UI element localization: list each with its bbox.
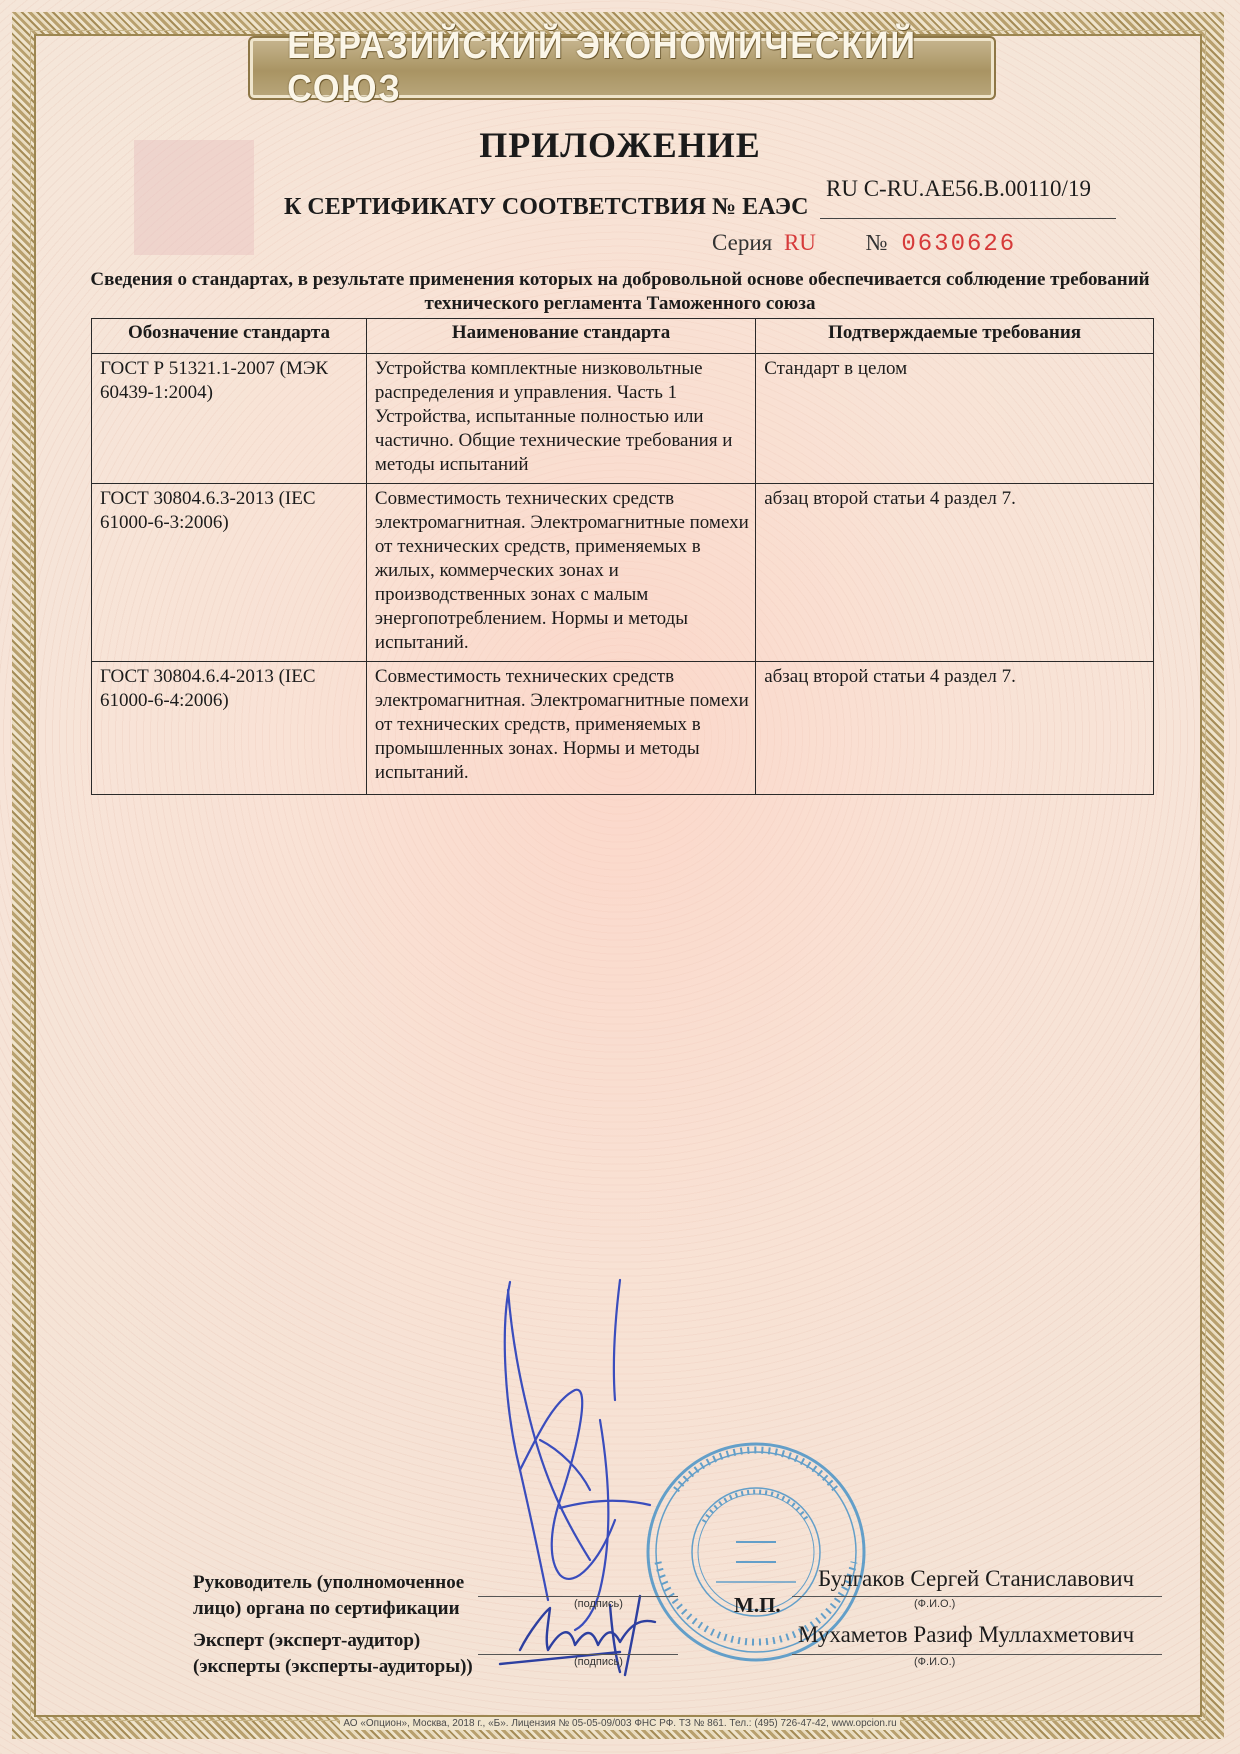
number-label: № [865, 230, 888, 255]
cell-requirements: абзац второй статьи 4 раздел 7. [756, 662, 1154, 795]
signature-caption: (подпись) [574, 1656, 623, 1668]
blank-number: 0630626 [901, 231, 1017, 258]
series-value: RU [783, 230, 816, 255]
cell-name: Устройства комплектные низковольтные распределения и управления. Часть 1 Устройства, испытанные полностью или частично. Общие технические требования и методы испытаний [366, 354, 755, 484]
head-signature [505, 1280, 650, 1630]
head-label-line2: лицо) органа по сертификации [193, 1598, 460, 1619]
head-name-line [792, 1596, 1162, 1597]
head-name: Булгаков Сергей Станиславович [818, 1566, 1135, 1591]
expert-name-line [792, 1654, 1162, 1655]
certificate-number: RU C-RU.AE56.B.00110/19 [826, 176, 1091, 201]
head-label [193, 1570, 464, 1622]
expert-label [193, 1628, 473, 1680]
series-label: Серия [712, 230, 773, 255]
seal-label: М.П. [734, 1593, 781, 1617]
column-header-designation: Обозначение стандарта [92, 319, 367, 354]
cell-name: Совместимость технических средств электромагнитная. Электромагнитные помехи от технических средств, применяемых в жилых, коммерческих зонах и производственных зонах с малым энергопотреблением. Нормы и методы испытаний. [366, 484, 755, 662]
intro-text: Сведения о стандартах, в результате применения которых на добровольной основе обеспечивается соблюдение требований технического регламента Таможенного союза [90, 269, 1150, 314]
head-label-line1: Руководитель (уполномоченное [193, 1572, 465, 1593]
printer-footer: АО «Опцион», Москва, 2018 г., «Б». Лицензия № 05-05-09/003 ФНС РФ. ТЗ № 861. Тел.: (495) 726-47-42, www.opcion.ru [340, 1717, 900, 1730]
cell-requirements: Стандарт в целом [756, 354, 1154, 484]
fio-caption: (Ф.И.О.) [914, 1598, 956, 1610]
column-header-name: Наименование стандарта [366, 319, 755, 354]
union-banner-text: ЕВРАЗИЙСКИЙ ЭКОНОМИЧЕСКИЙ СОЮЗ [287, 25, 917, 110]
expert-label-line2: (эксперты (эксперты-аудиторы)) [193, 1656, 473, 1677]
cell-requirements: абзац второй статьи 4 раздел 7. [756, 484, 1154, 662]
fio-caption: (Ф.И.О.) [914, 1656, 956, 1668]
expert-signature-line [478, 1654, 678, 1655]
head-signature-line [478, 1596, 678, 1597]
cell-designation: ГОСТ 30804.6.3-2013 (IEC 61000-6-3:2006) [92, 484, 367, 662]
cell-designation: ГОСТ Р 51321.1-2007 (МЭК 60439-1:2004) [92, 354, 367, 484]
cell-designation: ГОСТ 30804.6.4-2013 (IEC 61000-6-4:2006) [92, 662, 367, 795]
signature-caption: (подпись) [574, 1598, 623, 1610]
certificate-subtitle: К СЕРТИФИКАТУ СООТВЕТСТВИЯ № ЕАЭС [284, 194, 809, 220]
cell-name: Совместимость технических средств электромагнитная. Электромагнитные помехи от технических средств, применяемых в промышленных зонах. Нормы и методы испытаний. [366, 662, 755, 795]
page-title: ПРИЛОЖЕНИЕ [479, 125, 761, 165]
expert-name: Мухаметов Разиф Муллахметович [798, 1622, 1135, 1647]
column-header-requirements: Подтверждаемые требования [756, 319, 1154, 354]
expert-label-line1: Эксперт (эксперт-аудитор) [193, 1630, 421, 1651]
